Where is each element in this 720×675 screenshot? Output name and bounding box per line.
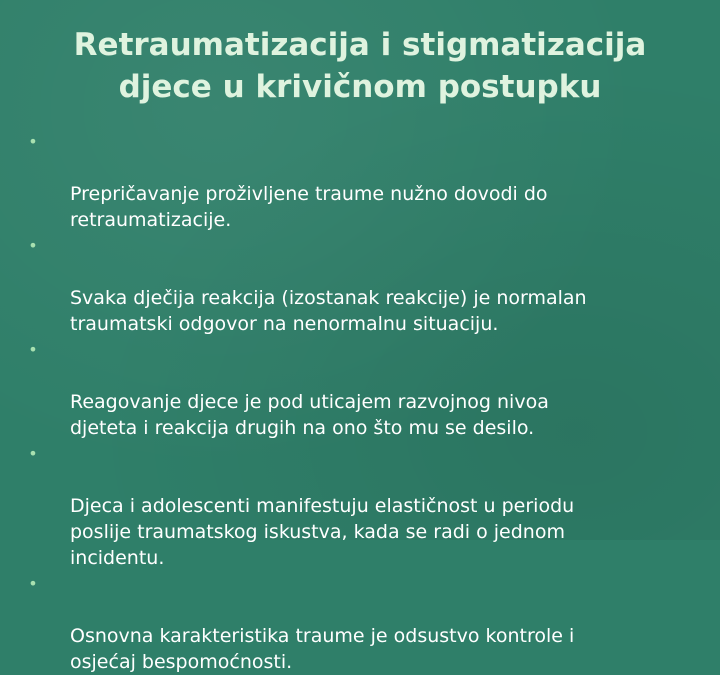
bullet-text: Osnovna karakteristika traume je odsustvo kontrole i osjećaj bespomoćnosti. <box>70 625 575 673</box>
bullet-item <box>24 441 684 571</box>
bullet-text: Reagovanje djece je pod uticajem razvojnog nivoa djeteta i reakcija drugih na ono što mu se desilo. <box>70 391 549 439</box>
bullet-item <box>24 571 684 675</box>
bullet-icon: • <box>28 574 38 593</box>
bullet-icon: • <box>28 444 38 463</box>
bullet-text: Djeca i adolescenti manifestuju elastičnost u periodu poslije traumatskog iskustva, kada se radi o jednom incidentu. <box>70 495 575 569</box>
bullet-item <box>24 233 684 337</box>
bullet-item <box>24 129 684 233</box>
bullet-icon: • <box>28 236 38 255</box>
bullet-icon: • <box>28 340 38 359</box>
bullet-text: Svaka dječija reakcija (izostanak reakcije) je normalan traumatski odgovor na nenormalnu situaciju. <box>70 287 587 335</box>
bullet-list <box>24 129 684 675</box>
bullet-item <box>24 337 684 441</box>
slide-title: Retraumatizacija i stigmatizacija djece u krivičnom postupku <box>73 27 647 105</box>
bullet-text: Prepričavanje proživljene traume nužno dovodi do retraumatizacije. <box>70 183 548 231</box>
bullet-icon: • <box>28 132 38 151</box>
